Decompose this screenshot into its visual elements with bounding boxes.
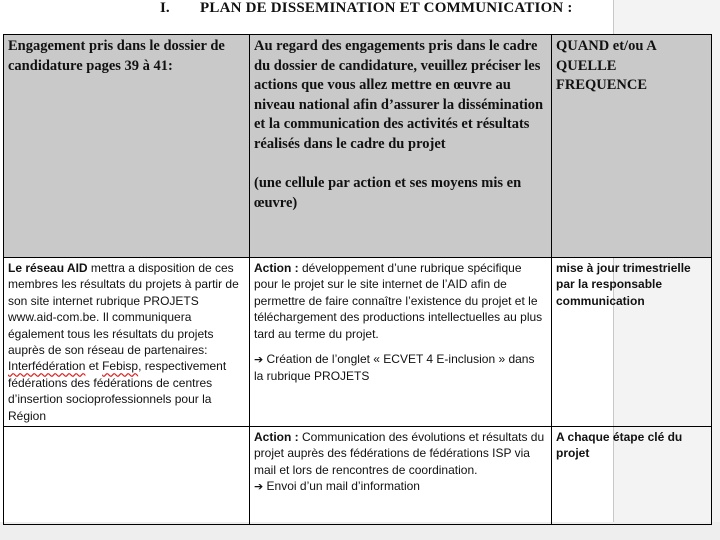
section-heading: PLAN DE DISSEMINATION ET COMMUNICATION :	[200, 0, 573, 16]
commitment-lead: Le réseau AID	[8, 261, 88, 275]
action-result: Envoi d’un mail d’information	[263, 479, 420, 494]
commitment-text: mettra a disposition de ces membres les résultats du projets à partir de son site internet rubrique PROJETS www.aid-com.be. Il communiquera également tous les résultats du projets auprès de son réseau de partenaires:	[8, 261, 239, 358]
header-actions-note: (une cellule par action et ses moyens mis en œuvre)	[254, 175, 522, 211]
header-frequency	[552, 35, 712, 258]
table-row	[4, 258, 712, 427]
action-cell	[250, 427, 552, 525]
commitment-cell	[4, 258, 250, 427]
header-commitment-text: Engagement pris dans le dossier de candidature pages 39 à 41:	[8, 38, 225, 74]
action-result: Création de l’onglet « ECVET 4 E-inclusion » dans la rubrique PROJETS	[254, 352, 535, 384]
action-label: Action :	[254, 430, 299, 445]
frequency-text: A chaque étape clé du projet	[556, 430, 683, 461]
commitment-cell-empty	[4, 427, 250, 525]
commitment-text: et	[85, 359, 103, 374]
header-actions	[250, 35, 552, 258]
table-header-row	[4, 35, 712, 258]
section-number: I.	[160, 0, 170, 16]
dissemination-table	[3, 34, 712, 525]
arrow-right-icon: ➔	[254, 480, 264, 494]
spellcheck-word: Febisp	[102, 359, 139, 374]
header-actions-text: Au regard des engagements pris dans le cadre du dossier de candidature, veuillez préciser les actions que vous allez mettre en œuvre au niveau national afin d’assurer la dissémination et la communication des activités et résultats réalisés dans le cadre du projet	[254, 38, 544, 152]
header-frequency-text: QUAND et/ou A QUELLE FREQUENCE	[556, 38, 656, 93]
action-text: Communication des évolutions et résultats du projet auprès des fédérations de fédérations ISP via mail et lors de rencontres de coordination.	[254, 430, 545, 477]
arrow-right-icon: ➔	[254, 353, 264, 367]
table-row	[4, 427, 712, 525]
spellcheck-word: Interfédération	[8, 359, 86, 374]
action-text: développement d’une rubrique spécifique pour le projet sur le site internet de l’AID afin de permettre de faire connaître l’existence du projet et le téléchargement des productions intellectuelles au plus tard au terme du projet.	[254, 261, 543, 341]
commitment-text: , respectivement fédérations des fédérations de centres d’insertion socioprofessionnels pour la Région	[8, 359, 227, 423]
section-title	[0, 0, 612, 28]
frequency-cell	[552, 427, 712, 525]
action-label: Action :	[254, 261, 299, 275]
frequency-cell	[552, 258, 712, 427]
action-cell	[250, 258, 552, 427]
frequency-text: mise à jour trimestrielle par la responsable communication	[556, 261, 691, 308]
header-commitment	[4, 35, 250, 258]
